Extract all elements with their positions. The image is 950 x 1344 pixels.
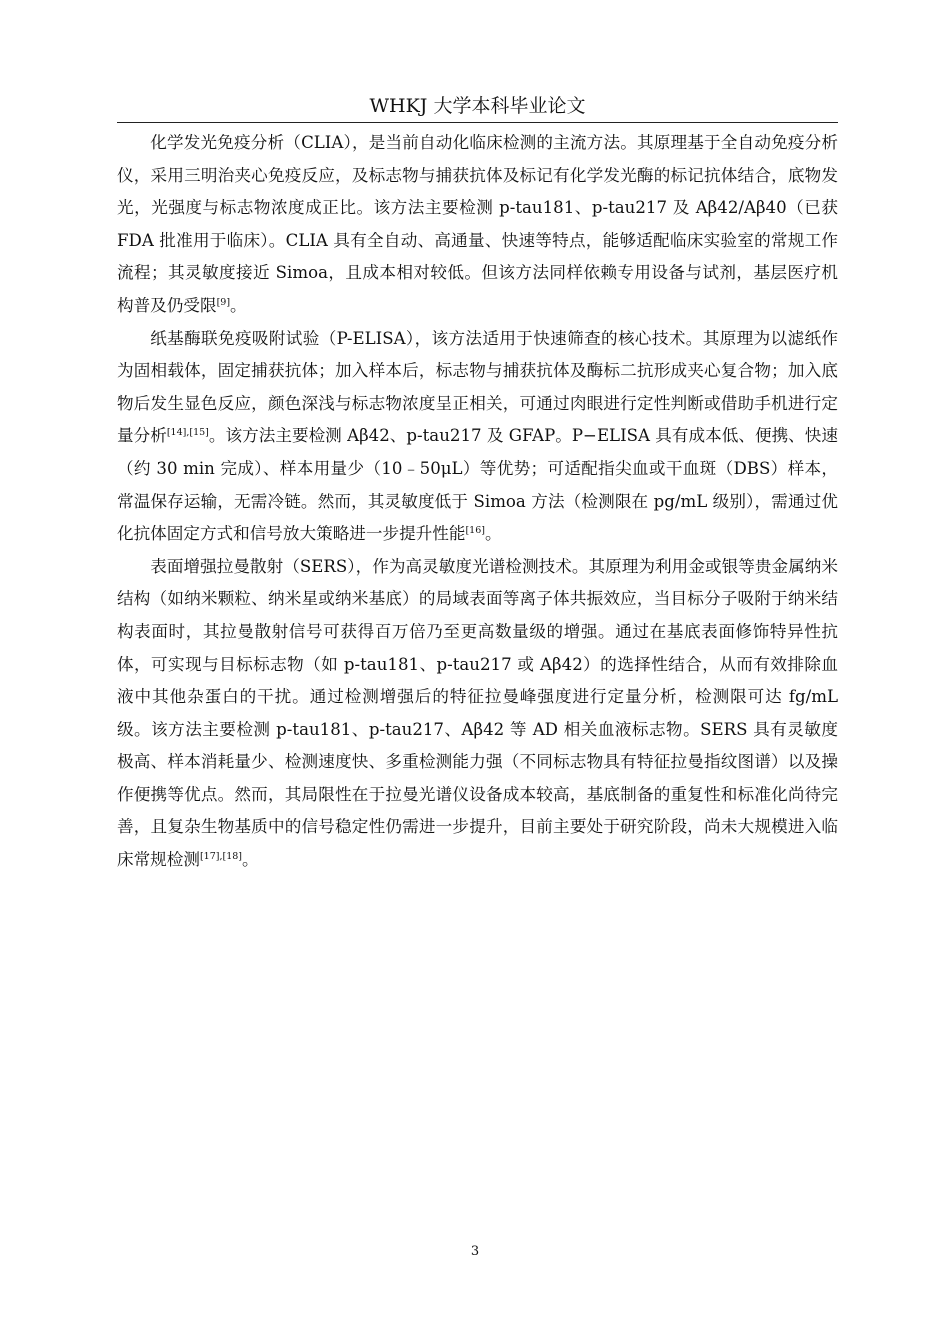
running-header bbox=[117, 92, 838, 120]
paragraph-end: 。 bbox=[484, 524, 502, 544]
body-text bbox=[117, 127, 838, 877]
citation: [14],[15] bbox=[166, 427, 209, 439]
paragraph-text: 表面增强拉曼散射（SERS），作为高灵敏度光谱检测技术。其原理为利用金或银等贵金属纳米结构（如纳米颗粒、纳米星或纳米基底）的局域表面等离子体共振效应，当目标分子吸附于纳米结构表面时，其拉曼散射信号可获得百万倍乃至更高数量级的增强。通过在基底表面修饰特异性抗体，可实现与目标标志物（如 p-tau181、p-tau217 或 Aβ42）的选择性结合，从而有效排除血液中其他杂蛋白的干扰。通过检测增强后的特征拉曼峰强度进行定量分析，检测限可达 fg/mL 级。该方法主要检测 p-tau181、p-tau217、Aβ42 等 AD 相关血液标志物。SERS 具有灵敏度极高、样本消耗量少、检测速度快、多重检测能力强（不同标志物具有特征拉曼指纹图谱）以及操作便携等优点。然而，其局限性在于拉曼光谱仪设备成本较高，基底制备的重复性和标准化尚待完善，且复杂生物基质中的信号稳定性仍需进一步提升，目前主要处于研究阶段，尚未大规模进入临床常规检测 bbox=[117, 556, 838, 870]
citation: [9] bbox=[216, 296, 231, 308]
page-number: 3 bbox=[470, 1244, 480, 1259]
paragraph-text: 纸基酶联免疫吸附试验（P-ELISA），该方法适用于快速筛查的核心技术。其原理为以滤纸作为固相载体，固定捕获抗体；加入样本后，标志物与捕获抗体及酶标二抗形成夹心复合物；加入底物后发生显色反应，颜色深浅与标志物浓度呈正相关，可通过肉眼进行定性判断或借助手机进行定量分析 bbox=[117, 328, 838, 446]
header-title: WHKJ 大学本科毕业论文 bbox=[369, 95, 586, 117]
paragraph-text: 化学发光免疫分析（CLIA），是当前自动化临床检测的主流方法。其原理基于全自动免疫分析仪，采用三明治夹心免疫反应，及标志物与捕获抗体及标记有化学发光酶的标记抗体结合，底物发光，光强度与标志物浓度成正比。该方法主要检测 p-tau181、p-tau217 及 Aβ42/Aβ40（已获 FDA 批准用于临床）。CLIA 具有全自动、高通量、快速等特点，能够适配临床实验室的常规工作流程；其灵敏度接近 Simoa，且成本相对较低。但该方法同样依赖专用设备与试剂，基层医疗机构普及仍受限 bbox=[117, 133, 838, 315]
paragraph-clia bbox=[117, 127, 838, 323]
citation: [16] bbox=[465, 525, 485, 537]
paragraph-p-elisa bbox=[117, 323, 838, 551]
paragraph-text: 。该方法主要检测 Aβ42、p-tau217 及 GFAP。P−ELISA 具有成本低、便携、快速（约 30 min 完成）、样本用量少（10﹣50μL）等优势；可适配指尖血或干血斑（DBS）样本，常温保存运输，无需冷链。然而，其灵敏度低于 Simoa 方法（检测限在 pg/mL 级别），需通过优化抗体固定方式和信号放大策略进一步提升性能 bbox=[117, 426, 838, 544]
paragraph-end: 。 bbox=[230, 295, 247, 315]
paragraph-end: 。 bbox=[242, 850, 259, 870]
citation: [17],[18] bbox=[199, 851, 242, 863]
header-rule bbox=[117, 122, 838, 123]
paragraph-sers bbox=[117, 551, 838, 877]
